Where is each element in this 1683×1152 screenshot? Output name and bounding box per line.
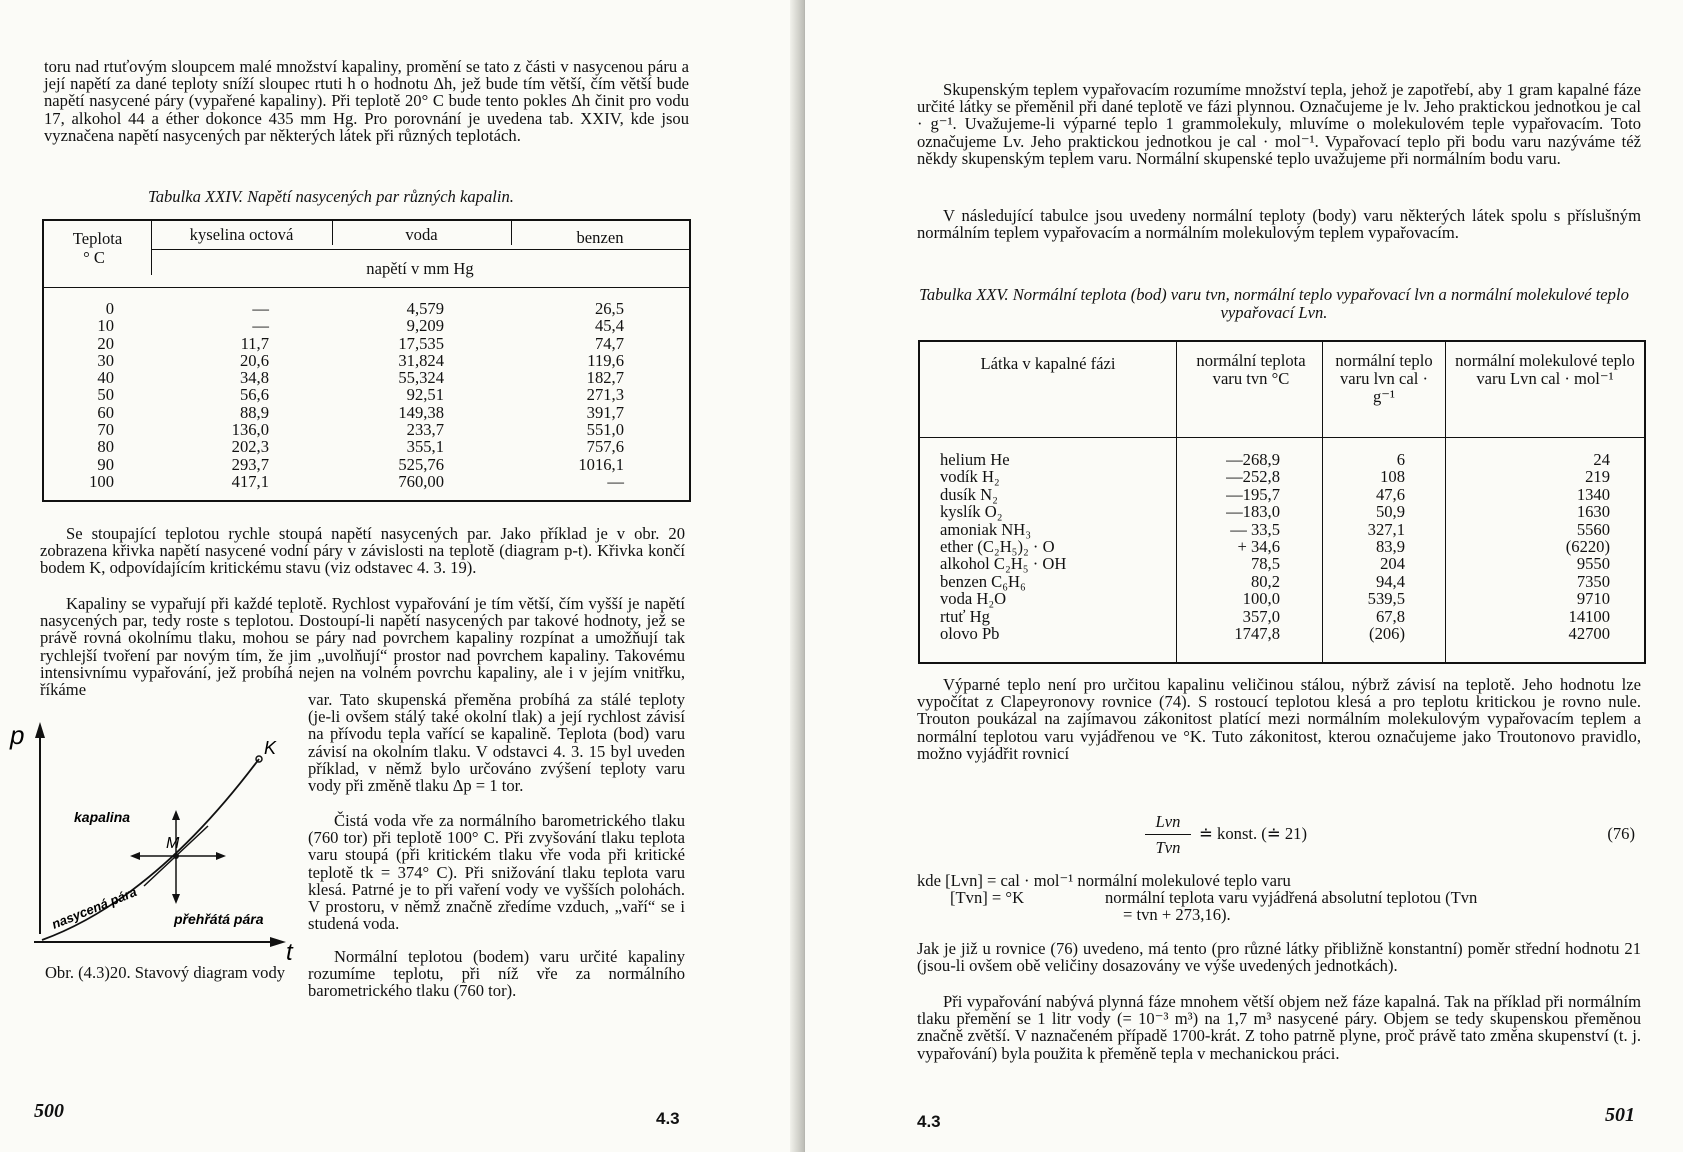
paragraph-vypařovani: Kapaliny se vypařují při každé teplotě. Rychlost vypařování je tím větší, čím vyšší je napětí nasycených par, tedy roste s teplotou. Dostoupí-li napětí nasycených par takové hodnoty, jež se právě rovná okolnímu tlaku, mohou se páry nad povrchem kapaliny rozpínat a umožňují tak rychlejší tvoření par novým tím, že jim „uvolňují“ prostor nad povrchem kapaliny. Takovému intensivnímu vypařování, jež probíhá nejen na volném povrchu kapaliny, ale i v jejím vnitřku, říkáme: [40, 594, 685, 700]
table-cell: 100,0: [1242, 589, 1280, 609]
table-cell: kyslík O₂: [940, 502, 1003, 522]
table-cell: dusík N₂: [940, 484, 998, 504]
table-cell: 80,2: [1250, 571, 1280, 591]
table-cell: 9,209: [406, 316, 444, 336]
table-cell: 539,5: [1367, 589, 1405, 609]
table-row: [44, 351, 689, 368]
table-cell: ether (C₂H₅)₂ · O: [940, 536, 1055, 556]
col-header-teplota-varu: normální teplota varu tvn °C: [1196, 351, 1306, 388]
table-row: [920, 502, 1644, 522]
table-cell: 1016,1: [578, 454, 624, 474]
table-cell: 233,7: [406, 420, 444, 440]
table-row: [920, 520, 1644, 537]
table-cell: 42700: [1568, 623, 1610, 643]
table-row: [44, 334, 689, 351]
paragraph-stoupajici: Se stoupající teplotou rychle stoupá napětí nasycených par. Jako příklad je v obr. 20 zobrazena křivka napětí nasycené vodní páry v závislosti na teplotě (diagram p-t). Křivka končí bodem K, odpovídajícím kritickému stavu (viz odstavec 4. 3. 19).: [40, 524, 685, 578]
page-number-right: 501: [1605, 1104, 1635, 1126]
table-row: [920, 607, 1644, 624]
table-cell: 10: [97, 316, 114, 336]
table-row: [44, 385, 689, 405]
table-cell: 100: [89, 471, 114, 491]
axis-t-label: t: [286, 939, 293, 964]
table-cell: 47,6: [1375, 484, 1405, 504]
region-prehrata-para-label: přehřátá pára: [174, 911, 264, 927]
table-row: [920, 554, 1644, 574]
table-row: [44, 437, 689, 457]
point-k-label: K: [264, 738, 277, 758]
table-xxv-caption: Tabulka XXV. Normální teplota (bod) varu tvn, normální teplo vypařovací lvn a normální molekulové teplo vypařovací Lvn.: [919, 285, 1629, 322]
paragraph-pri-vypařovani: Při vypařování nabývá plynná fáze mnohem větší objem než fáze kapalná. Tak na příklad při normálním tlaku přemění se 1 litr vody (= 10⁻³ m³) na 1,7 m³ nasycené páry. Objem se tedy skupenskou přeměnou značně zvětší. V naznačeném případě 1700-krát. Z toho patrně plyne, proč právě tato změna skupenství (t. j. vypařování) byla použita k přeměně tepla v mechanickou práci.: [917, 992, 1641, 1063]
table-cell: —183,0: [1226, 502, 1280, 522]
col-teplota-header: Teplota: [72, 229, 123, 248]
where-line-3: = tvn + 273,16).: [1123, 905, 1231, 924]
paragraph-jak-je-jiz: Jak je již u rovnice (76) uvedeno, má tento (pro různé látky přibližně konstantní) poměr střední hodnotu 21 (jsou-li ovšem obě veličiny dosazovány ve výše uvedených jednotkách).: [917, 939, 1641, 976]
table-cell: —268,9: [1226, 450, 1280, 469]
table-cell: 20: [97, 333, 114, 353]
paragraph-skupenske-teplo: Skupenským teplem vypařovacím rozumíme množství tepla, jehož je zapotřebí, aby 1 gram kapalné fáze určité látky se přeměnil při dané teplotě ve fázi plynnou. Označujeme je lv. Jeho praktickou jednotkou je cal · g⁻¹. Uvažujeme-li výparné teplo 1 grammolekuly, mluvíme o molekulovém teple vypařovacím. Toto označujeme Lv. Jeho praktickou jednotkou je cal · mol⁻¹. Vypařovací teplo při bodu varu nazýváme též někdy skupenským teplem varu. Normální skupenské teplo uvažujeme při normálním bodu varu.: [917, 80, 1641, 168]
table-cell: 78,5: [1250, 554, 1280, 574]
table-cell: 391,7: [586, 402, 624, 422]
table-cell: 7350: [1576, 571, 1610, 591]
table-cell: 271,3: [586, 385, 624, 405]
table-cell: 20,6: [239, 350, 269, 370]
table-row: [44, 403, 689, 420]
table-cell: 551,0: [586, 420, 624, 440]
table-cell: 108: [1380, 467, 1405, 487]
table-cell: 9710: [1576, 589, 1610, 609]
table-cell: 11,7: [240, 333, 269, 353]
col-header-voda: voda: [405, 225, 438, 244]
table-row: [920, 450, 1644, 467]
table-cell: 88,9: [239, 402, 269, 422]
paragraph-nasledujici: V následující tabulce jsou uvedeny normální teploty (body) varu některých látek spolu s příslušným normálním teplem vypařovacím a normálním molekulovým teplem vypařovacím.: [917, 206, 1641, 243]
table-cell: 760,00: [398, 471, 444, 491]
table-cell: 1340: [1576, 484, 1610, 504]
col-header-latka: Látka v kapalné fázi: [980, 354, 1116, 373]
table-cell: 50: [97, 385, 114, 405]
left-page: [0, 0, 805, 1152]
paragraph-cista-voda: Čistá voda vře za normálního barometrického tlaku (760 tor) při teplotě 100° C. Při zvyšování tlaku teplota varu stoupá (při kritickém tlaku vře voda při kritické teplotě tk = 374° C). Při snižování tlaku teplota varu klesá. Patrné je to při vaření vody ve vyšších polohách. V prostoru, v němž značně zředíme vzduch, „vaří“ se i studená voda.: [308, 811, 685, 934]
col-header-benzen: benzen: [576, 228, 624, 247]
table-cell: 14100: [1568, 606, 1610, 626]
phase-diagram: [4, 714, 294, 964]
table-cell: 56,6: [239, 385, 269, 405]
table-row: [44, 299, 689, 316]
table-cell: 50,9: [1375, 502, 1405, 522]
table-cell: helium He: [940, 450, 1010, 469]
table-row: [44, 316, 689, 336]
table-cell: alkohol C₂H₅ · OH: [940, 554, 1067, 574]
table-cell: —252,8: [1226, 467, 1280, 487]
point-m-label: M: [166, 835, 180, 852]
table-xxiv-caption: Tabulka XXIV. Napětí nasycených par různých kapalin.: [148, 187, 514, 206]
table-row: [920, 537, 1644, 554]
table-xxiv: [42, 219, 691, 502]
table-cell: 40: [97, 368, 114, 388]
table-cell: 182,7: [586, 368, 624, 388]
table-cell: rtuť Hg: [940, 606, 990, 626]
table-cell: 90: [97, 454, 114, 474]
table-cell: 9550: [1576, 554, 1610, 574]
table-row: [44, 420, 689, 440]
equation-numerator: Lvn: [1155, 812, 1181, 831]
table-cell: 327,1: [1367, 519, 1405, 539]
table-cell: 1630: [1576, 502, 1610, 522]
table-cell: 92,51: [406, 385, 444, 405]
table-cell: 74,7: [594, 333, 624, 353]
table-cell: 1747,8: [1234, 623, 1280, 643]
table-cell: 94,4: [1375, 571, 1405, 591]
table-cell: 83,9: [1375, 536, 1405, 556]
table-cell: 80: [97, 437, 114, 457]
table-cell: 26,5: [594, 299, 624, 318]
equation-number: (76): [1607, 824, 1635, 843]
table-cell: + 34,6: [1237, 536, 1280, 556]
table-cell: (206): [1369, 623, 1405, 643]
intro-paragraph: toru nad rtuťovým sloupcem malé množství kapaliny, promění se tato z části v nasycenou páru a její napětí za dané teploty sníží sloupec rtuti h o hodnotu Δh, jež bude tím větší, čím větší bude napětí nasycené páry (vypařené kapaliny). Při teplotě 20° C bude tento pokles Δh činit pro vodu 17, alkohol 44 a éther dokonce 435 mm Hg. Pro porovnání je uvedena tab. XXIV, kde jsou vyznačena napětí nasycených par některých látek při různých teplotách.: [44, 57, 689, 145]
table-cell: (6220): [1565, 536, 1610, 556]
section-label-right: 4.3: [917, 1112, 941, 1131]
table-cell: 4,579: [406, 299, 444, 318]
table-row: [44, 472, 689, 489]
where-line-1: kde [Lvn] = cal · mol⁻¹ normální molekulové teplo varu: [917, 871, 1291, 890]
table-cell: 355,1: [406, 437, 444, 457]
table-cell: 31,824: [398, 350, 444, 370]
table-cell: —: [252, 299, 269, 318]
table-cell: 30: [97, 350, 114, 370]
table-cell: 149,38: [398, 402, 444, 422]
table-row: [44, 455, 689, 472]
equation-denominator: Tvn: [1155, 838, 1181, 857]
figure-caption: Obr. (4.3)20. Stavový diagram vody: [44, 963, 286, 982]
table-cell: 757,6: [586, 437, 624, 457]
table-cell: 67,8: [1375, 606, 1405, 626]
page-number-left: 500: [34, 1100, 64, 1122]
table-cell: 34,8: [239, 368, 269, 388]
table-cell: 204: [1380, 554, 1405, 574]
table-cell: 357,0: [1242, 606, 1280, 626]
where-line-2b: normální teplota varu vyjádřená absolutní teplotou (Tvn: [1105, 888, 1478, 907]
subheader-napeti: napětí v mm Hg: [366, 259, 474, 278]
table-row: [920, 485, 1644, 502]
table-cell: 119,6: [587, 350, 624, 370]
region-kapalina-label: kapalina: [74, 809, 131, 825]
table-cell: 55,324: [398, 368, 444, 388]
table-row: [920, 467, 1644, 487]
table-row: [920, 589, 1644, 609]
table-cell: —195,7: [1226, 484, 1280, 504]
table-cell: 202,3: [231, 437, 269, 457]
section-label-left: 4.3: [656, 1109, 680, 1128]
table-cell: 70: [97, 420, 114, 440]
table-cell: 45,4: [594, 316, 624, 336]
table-cell: 60: [97, 402, 114, 422]
table-cell: 17,535: [398, 333, 444, 353]
table-cell: 0: [105, 299, 114, 318]
table-cell: 24: [1593, 450, 1610, 469]
table-cell: 6: [1396, 450, 1405, 469]
right-page: [805, 0, 1683, 1152]
equation-rhs: ≐ konst. (≐ 21): [1199, 824, 1308, 843]
table-cell: amoniak NH₃: [940, 519, 1032, 539]
col-teplota-unit: ° C: [83, 248, 105, 267]
region-nasycena-para-label: nasycená pára: [49, 884, 139, 932]
table-cell: 525,76: [398, 454, 444, 474]
paragraph-normalni-teplota: Normální teplotou (bodem) varu určité kapaliny rozumíme teplotu, při níž vře za normálního barometrického tlaku (760 tor).: [308, 947, 685, 1001]
table-cell: 136,0: [231, 420, 269, 440]
table-cell: 219: [1585, 467, 1610, 487]
col-header-teplo-varu: normální teplo varu lvn cal · g⁻¹: [1335, 351, 1433, 406]
table-row: [920, 572, 1644, 589]
table-xxv: [918, 340, 1646, 664]
col-header-kyselina: kyselina octová: [189, 225, 294, 244]
table-cell: voda H₂O: [940, 589, 1007, 609]
col-header-molekulove-teplo: normální molekulové teplo varu Lvn cal · mol⁻¹: [1455, 351, 1635, 388]
table-cell: 5560: [1576, 519, 1610, 539]
table-cell: vodík H₂: [940, 467, 1000, 487]
table-cell: —: [252, 316, 269, 336]
axis-p-label: p: [10, 720, 25, 750]
table-cell: benzen C₆H₆: [940, 571, 1026, 591]
equation-76: [917, 812, 1641, 862]
table-cell: —: [607, 471, 624, 491]
table-cell: — 33,5: [1230, 519, 1280, 539]
table-cell: 293,7: [231, 454, 269, 474]
table-row: [44, 368, 689, 388]
paragraph-var: var. Tato skupenská přeměna probíhá za stálé teploty (je-li ovšem stálý také okolní tlak) a její rychlost závisí na přívodu tepla vařící se kapalině. Teplota (bod) varu závisí na okolním tlaku. V odstavci 4. 3. 15 byl uveden příklad, v němž bylo určováno zvýšení teploty varu vody při změně tlaku Δp = 1 tor.: [308, 690, 685, 796]
table-cell: olovo Pb: [940, 623, 1000, 643]
where-line-2a: [Tvn] = °K: [950, 888, 1025, 907]
table-row: [920, 624, 1644, 641]
paragraph-vyparne-teplo: Výparné teplo není pro určitou kapalinu veličinou stálou, nýbrž závisí na teplotě. Jeho hodnotu lze vypočítat z Clapeyronovy rovnice (74). S rostoucí teplotou klesá a pro teplotu kritickou je rovno nule. Trouton poukázal na zajímavou zákonitost platící mezi normálním molekulovým vypařovacím teplem a normální teplotou varu vyjádřenou ve °K. Tuto zákonitost, kterou označujeme jako Troutonovo pravidlo, možno vyjádřit rovnicí: [917, 675, 1641, 763]
table-cell: 417,1: [231, 471, 269, 491]
